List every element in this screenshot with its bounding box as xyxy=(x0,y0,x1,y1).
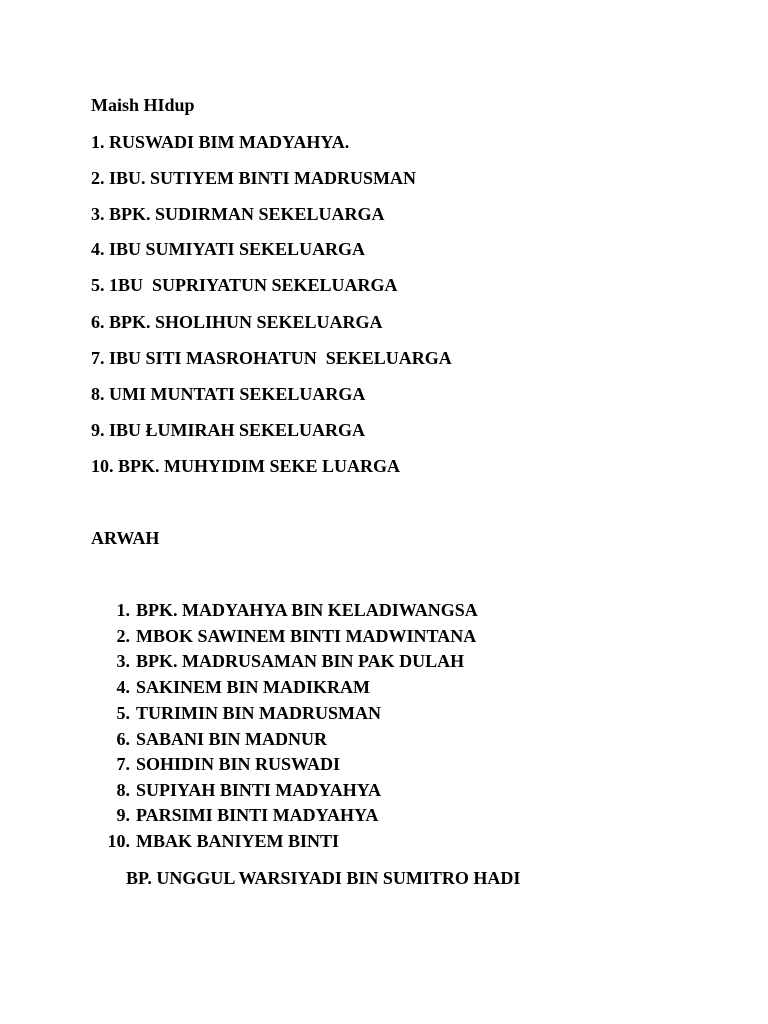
list-number: 3. xyxy=(116,651,130,671)
deceased-list-item: BPK. MADYAHYA BIN KELADIWANGSA xyxy=(136,600,478,620)
deceased-list-item: BPK. MADRUSAMAN BIN PAK DULAH xyxy=(136,651,465,671)
list-number: 6. xyxy=(116,729,130,749)
living-heading: Maish HIdup xyxy=(91,95,195,115)
deceased-list-item: SUPIYAH BINTI MADYAHYA xyxy=(136,780,382,800)
living-list-item: 3. BPK. SUDIRMAN SEKELUARGA xyxy=(91,204,385,224)
living-list-item: 2. IBU. SUTIYEM BINTI MADRUSMAN xyxy=(91,168,417,188)
living-list-item: 4. IBU SUMIYATI SEKELUARGA xyxy=(91,239,366,259)
living-list-item: 9. IBU ŁUMIRAH SEKELUARGA xyxy=(91,420,366,440)
living-list-item: 1. RUSWADI BIM MADYAHYA. xyxy=(91,132,350,152)
list-number: 2. xyxy=(116,626,130,646)
deceased-list-item: MBAK BANIYEM BINTI xyxy=(136,831,340,851)
list-number: 8. xyxy=(116,780,130,800)
deceased-list-item: TURIMIN BIN MADRUSMAN xyxy=(136,703,381,723)
deceased-list-item: MBOK SAWINEM BINTI MADWINTANA xyxy=(136,626,477,646)
deceased-list-item: SABANI BIN MADNUR xyxy=(136,729,328,749)
living-list-item: 5. 1BU SUPRIYATUN SEKELUARGA xyxy=(91,275,398,295)
deceased-list-item: SOHIDIN BIN RUSWADI xyxy=(136,754,341,774)
living-list-item: 8. UMI MUNTATI SEKELUARGA xyxy=(91,384,366,404)
deceased-heading: ARWAH xyxy=(91,528,160,548)
deceased-list-item: PARSIMI BINTI MADYAHYA xyxy=(136,805,379,825)
living-list-item: 6. BPK. SHOLIHUN SEKELUARGA xyxy=(91,312,383,332)
list-number: 1. xyxy=(116,600,130,620)
list-number: 5. xyxy=(116,703,130,723)
list-number: 9. xyxy=(116,805,130,825)
list-number: 10. xyxy=(107,831,130,851)
living-list-item: 10. BPK. MUHYIDIM SEKE LUARGA xyxy=(91,456,401,476)
list-number: 4. xyxy=(116,677,130,697)
list-number: 7. xyxy=(116,754,130,774)
deceased-list-item: SAKINEM BIN MADIKRAM xyxy=(136,677,370,697)
deceased-continuation-line: BP. UNGGUL WARSIYADI BIN SUMITRO HADI xyxy=(126,868,521,888)
living-list-item: 7. IBU SITI MASROHATUN SEKELUARGA xyxy=(91,348,452,368)
